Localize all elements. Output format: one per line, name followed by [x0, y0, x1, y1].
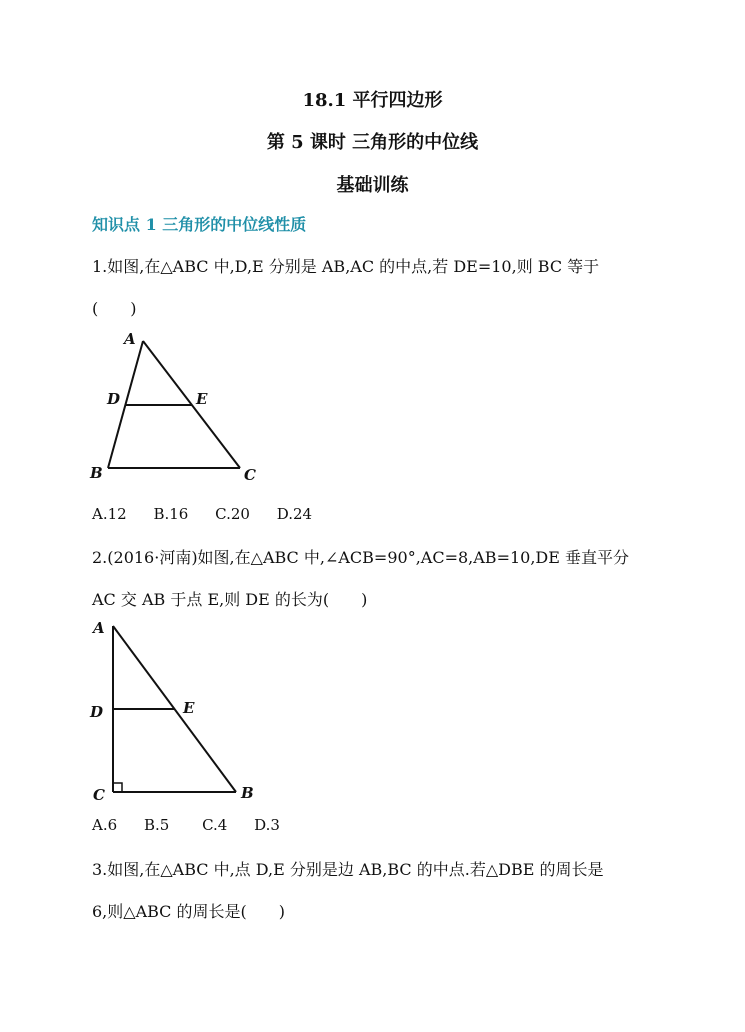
period-title: 第 5 课时 三角形的中位线: [266, 132, 479, 153]
knowledge-point-heading: 知识点 1 三角形的中位线性质: [92, 215, 307, 234]
figure-1-label-d: D: [107, 390, 121, 408]
figure-2-label-d: D: [90, 703, 104, 721]
question-2-text-continued: AC 交 AB 于点 E,则 DE 的长为( ): [92, 590, 368, 609]
question-3-text-continued: 6,则△ABC 的周长是( ): [92, 902, 285, 921]
option-c[interactable]: C.20: [215, 505, 250, 523]
question-1-options: [92, 505, 334, 523]
question-1-text: 1.如图,在△ABC 中,D,E 分别是 AB,AC 的中点,若 DE=10,则 BC 等于: [92, 257, 600, 276]
figure-1-label-e: E: [196, 390, 208, 408]
question-2-options: [92, 816, 302, 834]
figure-1-label-b: B: [90, 464, 103, 482]
figure-2-label-b: B: [241, 784, 254, 802]
option-d[interactable]: D.24: [276, 505, 313, 523]
option-a[interactable]: A.12: [92, 505, 127, 523]
right-angle-mark: [113, 783, 122, 792]
question-1-blank: ( ): [92, 299, 137, 318]
option-b[interactable]: B.16: [153, 505, 189, 523]
option-c[interactable]: C.4: [202, 816, 228, 834]
lesson-title: 18.1 平行四边形: [302, 90, 443, 111]
figure-2-label-a: A: [93, 619, 105, 637]
option-a[interactable]: A.6: [92, 816, 118, 834]
question-3-text: 3.如图,在△ABC 中,点 D,E 分别是边 AB,BC 的中点.若△DBE 的周长是: [92, 860, 604, 879]
option-d[interactable]: D.3: [254, 816, 280, 834]
figure-2-label-c: C: [93, 786, 105, 804]
figure-1-label-a: A: [124, 330, 136, 348]
figure-1-label-c: C: [244, 466, 256, 484]
figure-2-triangle: [113, 626, 236, 792]
option-b[interactable]: B.5: [143, 816, 170, 834]
question-2-text: 2.(2016·河南)如图,在△ABC 中,∠ACB=90°,AC=8,AB=10,DE 垂直平分: [92, 548, 630, 567]
figure-2-label-e: E: [183, 699, 195, 717]
section-title: 基础训练: [336, 175, 409, 196]
figure-1-triangle: [108, 341, 240, 468]
